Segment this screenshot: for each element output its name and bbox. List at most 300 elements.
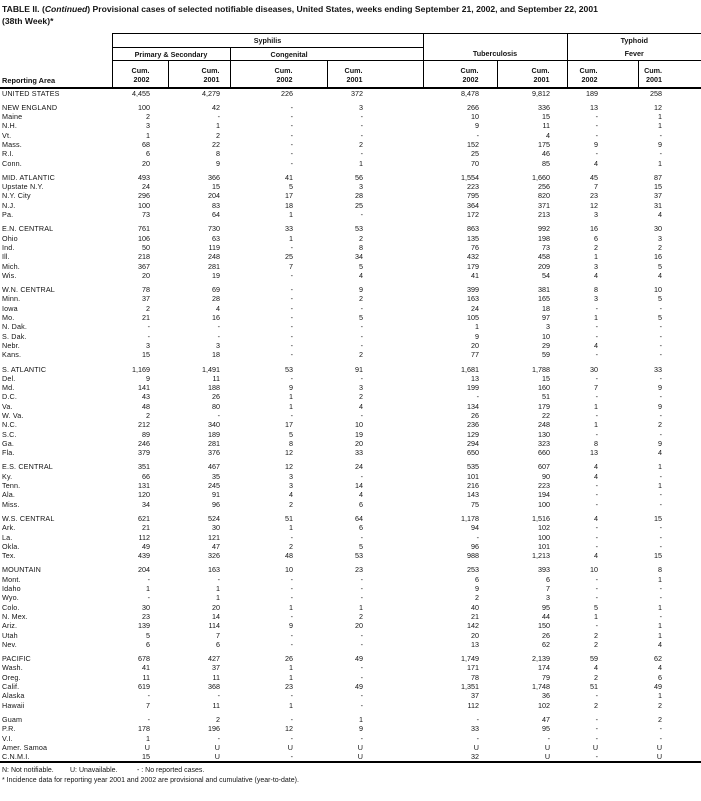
value-cell: 21 <box>142 523 150 533</box>
value-cell: U <box>214 752 220 762</box>
reporting-area-cell: W.S. CENTRAL <box>2 513 55 523</box>
value-cell: 30 <box>142 602 150 612</box>
table-row <box>0 565 701 574</box>
value-cell: 20 <box>471 340 479 350</box>
value-cell: - <box>147 714 150 724</box>
value-cell: 199 <box>467 383 479 393</box>
value-cell: - <box>547 733 551 743</box>
value-cell: 32 <box>471 752 479 762</box>
value-cell: 366 <box>208 172 220 182</box>
value-cell: 142 <box>467 621 479 631</box>
value-cell: - <box>659 322 663 332</box>
value-cell: 4 <box>359 270 363 280</box>
value-cell: 42 <box>212 102 220 112</box>
value-cell: 196 <box>208 724 220 734</box>
value-cell: 6 <box>546 574 551 584</box>
table-row <box>0 210 701 219</box>
value-cell: 41 <box>471 270 479 280</box>
table-row <box>0 575 701 584</box>
value-cell: - <box>217 112 220 122</box>
reporting-area-cell: Vt. <box>2 130 12 140</box>
value-cell: 134 <box>467 401 479 411</box>
value-cell: 1 <box>594 611 599 621</box>
value-cell: 90 <box>542 471 551 481</box>
value-cell: 9 <box>594 139 599 149</box>
reporting-area-header: Reporting Area <box>0 34 112 88</box>
value-cell: 13 <box>590 102 599 112</box>
value-cell: 5 <box>658 261 663 271</box>
value-cell: 266 <box>467 102 479 112</box>
notifiable-diseases-table <box>0 33 701 763</box>
reporting-area-cell: Mo. <box>2 313 15 323</box>
table-row <box>0 88 701 98</box>
value-cell: - <box>290 373 293 383</box>
value-cell: 15 <box>142 752 150 762</box>
value-cell: 1 <box>289 672 293 682</box>
value-cell: 194 <box>538 490 551 500</box>
value-cell: 30 <box>212 523 220 533</box>
value-cell: 68 <box>142 139 150 149</box>
value-cell: 101 <box>467 471 479 481</box>
value-cell: 19 <box>355 429 363 439</box>
value-cell: 80 <box>212 401 220 411</box>
value-cell: 22 <box>212 139 220 149</box>
value-cell: 15 <box>542 373 551 383</box>
table-row <box>0 159 701 168</box>
value-cell: 33 <box>471 724 479 734</box>
reporting-area-cell: Nev. <box>2 639 17 649</box>
value-cell: - <box>595 733 599 743</box>
value-cell: 399 <box>467 285 479 295</box>
value-cell: - <box>476 714 479 724</box>
value-cell: 256 <box>538 182 551 192</box>
value-cell: - <box>659 532 663 542</box>
value-cell: 12 <box>654 102 663 112</box>
value-cell: 1 <box>216 593 220 603</box>
value-cell: - <box>360 584 363 594</box>
value-cell: 59 <box>542 350 551 360</box>
value-cell: - <box>290 752 293 762</box>
value-cell: 204 <box>138 565 150 575</box>
value-cell: 11 <box>212 373 220 383</box>
value-cell: 4 <box>658 663 663 673</box>
value-cell: 1 <box>658 121 663 131</box>
value-cell: - <box>595 331 599 341</box>
value-cell: 650 <box>467 448 479 458</box>
value-cell: 160 <box>538 383 551 393</box>
value-cell: 1,788 <box>532 364 551 374</box>
table-row <box>0 392 701 401</box>
value-cell: 35 <box>212 471 220 481</box>
value-cell: 78 <box>471 672 479 682</box>
reporting-area-cell: Pa. <box>2 210 14 220</box>
value-cell: - <box>659 724 663 734</box>
value-cell: 1,554 <box>461 172 479 182</box>
value-cell: 49 <box>355 682 363 692</box>
value-cell: 761 <box>138 224 150 234</box>
value-cell: - <box>659 541 663 551</box>
value-cell: - <box>595 392 599 402</box>
value-cell: 16 <box>654 252 663 262</box>
value-cell: - <box>217 322 220 332</box>
value-cell: - <box>360 532 363 542</box>
value-cell: 5 <box>146 630 150 640</box>
value-cell: - <box>595 112 599 122</box>
table-row <box>0 439 701 448</box>
value-cell: 439 <box>138 551 150 561</box>
value-cell: 1 <box>289 663 293 673</box>
value-cell: 28 <box>355 191 363 201</box>
reporting-area-cell: Iowa <box>2 303 18 313</box>
value-cell: - <box>595 481 599 491</box>
value-cell: 7 <box>146 700 150 710</box>
value-cell: 3 <box>546 593 551 603</box>
value-cell: 11 <box>542 121 551 131</box>
value-cell: 15 <box>654 182 663 192</box>
col-header-typhoid-cum-2002: Cum. 2002 <box>567 61 638 88</box>
value-cell: 9 <box>475 121 479 131</box>
value-cell: 535 <box>467 462 479 472</box>
value-cell: - <box>290 593 293 603</box>
value-cell: - <box>595 593 599 603</box>
value-cell: 5 <box>658 313 663 323</box>
value-cell: 2 <box>475 593 479 603</box>
value-cell: 37 <box>142 294 150 304</box>
value-cell: 2 <box>359 392 363 402</box>
value-cell: 1,213 <box>532 551 551 561</box>
value-cell: 2 <box>146 112 150 122</box>
value-cell: 294 <box>467 438 479 448</box>
value-cell: 6 <box>146 149 150 159</box>
value-cell: 1,749 <box>461 654 479 664</box>
value-cell: 175 <box>538 139 551 149</box>
table-row <box>0 584 701 593</box>
value-cell: 51 <box>542 392 551 402</box>
table-row <box>0 593 701 602</box>
value-cell: 379 <box>138 448 150 458</box>
value-cell: 216 <box>467 481 479 491</box>
col-header-cong-cum-2002: Cum. 2002 <box>230 61 327 88</box>
value-cell: 165 <box>538 294 551 304</box>
reporting-area-cell: Upstate N.Y. <box>2 182 44 192</box>
value-cell: 48 <box>142 401 150 411</box>
value-cell: - <box>595 523 599 533</box>
value-cell: 178 <box>138 724 150 734</box>
reporting-area-cell: N. Dak. <box>2 322 28 332</box>
footnote-symbols <box>2 766 701 776</box>
value-cell: 20 <box>355 621 363 631</box>
value-cell: 53 <box>355 551 363 561</box>
value-cell: 179 <box>467 261 479 271</box>
value-cell: 4,455 <box>132 88 150 98</box>
value-cell: 150 <box>538 621 551 631</box>
value-cell: 1,681 <box>461 364 479 374</box>
value-cell: 23 <box>355 565 363 575</box>
value-cell: 2 <box>146 303 150 313</box>
reporting-area-cell: N. Mex. <box>2 611 28 621</box>
value-cell: 493 <box>138 172 150 182</box>
value-cell: 4,279 <box>202 88 220 98</box>
value-cell: 46 <box>542 149 551 159</box>
value-cell: 2 <box>594 630 599 640</box>
value-cell: 1 <box>594 420 599 430</box>
value-cell: - <box>290 158 293 168</box>
footnotes <box>2 766 701 785</box>
value-cell: - <box>290 313 293 323</box>
value-cell: 37 <box>212 663 220 673</box>
value-cell: 18 <box>212 350 220 360</box>
value-cell: 4 <box>594 663 599 673</box>
table-row <box>0 490 701 499</box>
value-cell: 34 <box>355 252 363 262</box>
reporting-area-cell: Guam <box>2 714 23 724</box>
value-cell: 25 <box>471 149 479 159</box>
value-cell: - <box>147 322 150 332</box>
value-cell: U <box>287 742 293 752</box>
value-cell: 37 <box>654 191 663 201</box>
table-row <box>0 448 701 457</box>
table-body <box>0 88 701 764</box>
reporting-area-cell: Tenn. <box>2 481 21 491</box>
table-row <box>0 752 701 762</box>
value-cell: 2 <box>359 350 363 360</box>
value-cell: - <box>595 303 599 313</box>
value-cell: 4 <box>594 158 599 168</box>
reporting-area-cell: La. <box>2 532 13 542</box>
table-row <box>0 149 701 158</box>
value-cell: 106 <box>138 233 150 243</box>
value-cell: - <box>290 294 293 304</box>
value-cell: 7 <box>216 630 220 640</box>
value-cell: 40 <box>471 602 479 612</box>
value-cell: 253 <box>467 565 479 575</box>
value-cell: 5 <box>289 429 293 439</box>
value-cell: - <box>360 471 363 481</box>
value-cell: 9 <box>658 401 663 411</box>
value-cell: 226 <box>281 88 293 98</box>
value-cell: 89 <box>142 429 150 439</box>
value-cell: 246 <box>138 438 150 448</box>
value-cell: 15 <box>212 182 220 192</box>
value-cell: 2,139 <box>532 654 551 664</box>
value-cell: 7 <box>594 383 599 393</box>
value-cell: 2 <box>594 639 599 649</box>
value-cell: 1 <box>146 584 150 594</box>
value-cell: - <box>290 285 293 295</box>
value-cell: 1,748 <box>532 682 551 692</box>
table-row <box>0 621 701 630</box>
value-cell: 13 <box>471 373 479 383</box>
value-cell: 26 <box>542 630 551 640</box>
reporting-area-cell: Kans. <box>2 350 22 360</box>
value-cell: 4 <box>594 340 599 350</box>
value-cell: 4 <box>658 270 663 280</box>
value-cell: 6 <box>359 499 363 509</box>
value-cell: 15 <box>654 551 663 561</box>
value-cell: - <box>360 700 363 710</box>
value-cell: 1 <box>146 130 150 140</box>
value-cell: - <box>595 691 599 701</box>
value-cell: - <box>290 322 293 332</box>
value-cell: - <box>360 121 363 131</box>
value-cell: 12 <box>285 448 293 458</box>
table-row <box>0 182 701 191</box>
value-cell: 1 <box>658 158 663 168</box>
reporting-area-cell: Ill. <box>2 252 10 262</box>
value-cell: 66 <box>142 471 150 481</box>
value-cell: 213 <box>538 210 551 220</box>
table-row <box>0 121 701 130</box>
value-cell: 3 <box>146 121 150 131</box>
syphilis-group-header: Syphilis <box>112 34 423 48</box>
value-cell: 20 <box>355 438 363 448</box>
value-cell: 12 <box>285 462 293 472</box>
table-row <box>0 640 701 649</box>
document-page <box>0 4 701 801</box>
table-row <box>0 673 701 682</box>
value-cell: 120 <box>138 490 150 500</box>
reporting-area-cell: W. Va. <box>2 411 24 420</box>
value-cell: 1 <box>216 121 220 131</box>
value-cell: - <box>595 532 599 542</box>
value-cell: 130 <box>538 429 551 439</box>
value-cell: 95 <box>542 724 551 734</box>
value-cell: 2 <box>216 714 220 724</box>
value-cell: 9 <box>658 438 663 448</box>
value-cell: 34 <box>142 499 150 509</box>
value-cell: 18 <box>542 303 551 313</box>
value-cell: 11 <box>142 672 150 682</box>
reporting-area-cell: Ky. <box>2 471 13 481</box>
value-cell: - <box>595 574 599 584</box>
table-row <box>0 140 701 149</box>
value-cell: 1,516 <box>532 513 551 523</box>
value-cell: 2 <box>359 611 363 621</box>
value-cell: 3 <box>658 233 663 243</box>
value-cell: 367 <box>138 261 150 271</box>
value-cell: 4 <box>359 401 363 411</box>
value-cell: U <box>357 752 363 762</box>
value-cell: - <box>147 574 150 584</box>
value-cell: U <box>473 742 479 752</box>
table-row <box>0 542 701 551</box>
value-cell: 11 <box>212 672 220 682</box>
table-row <box>0 724 701 733</box>
reporting-area-cell: Amer. Samoa <box>2 742 48 752</box>
value-cell: 8 <box>359 242 363 252</box>
value-cell: - <box>595 490 599 500</box>
table-row <box>0 234 701 243</box>
reporting-area-cell: Tex. <box>2 551 16 561</box>
value-cell: 29 <box>542 340 551 350</box>
value-cell: 371 <box>538 200 551 210</box>
value-cell: 372 <box>351 88 363 98</box>
table-row <box>0 191 701 200</box>
table-title <box>2 4 698 27</box>
value-cell: 9 <box>475 331 479 341</box>
value-cell: 28 <box>212 294 220 304</box>
value-cell: - <box>595 621 599 631</box>
value-cell: 112 <box>138 532 150 542</box>
value-cell: 3 <box>216 340 220 350</box>
reporting-area-cell: Ind. <box>2 242 15 252</box>
value-cell: - <box>595 541 599 551</box>
value-cell: 5 <box>359 261 363 271</box>
value-cell: 56 <box>355 172 363 182</box>
value-cell: - <box>290 130 293 140</box>
value-cell: 9 <box>289 621 293 631</box>
reporting-area-cell: Del. <box>2 373 16 383</box>
value-cell: 7 <box>594 182 599 192</box>
value-cell: 43 <box>142 392 150 402</box>
value-cell: - <box>595 322 599 332</box>
table-row <box>0 551 701 560</box>
value-cell: - <box>290 411 293 420</box>
value-cell: 1 <box>658 630 663 640</box>
reporting-area-cell: E.N. CENTRAL <box>2 224 54 234</box>
value-cell: 4 <box>546 130 551 140</box>
value-cell: - <box>360 303 363 313</box>
value-cell: 12 <box>590 200 599 210</box>
table-row <box>0 743 701 752</box>
table-row <box>0 411 701 420</box>
value-cell: 69 <box>212 285 220 295</box>
value-cell: 20 <box>142 270 150 280</box>
value-cell: - <box>290 121 293 131</box>
value-cell: 87 <box>654 172 663 182</box>
value-cell: - <box>360 340 363 350</box>
value-cell: - <box>147 593 150 603</box>
value-cell: - <box>595 429 599 439</box>
value-cell: 9 <box>475 584 479 594</box>
value-cell: - <box>659 130 663 140</box>
value-cell: - <box>659 429 663 439</box>
value-cell: - <box>360 149 363 159</box>
footnote-not-notifiable: N: Not notifiable. <box>2 767 54 775</box>
value-cell: 10 <box>590 565 599 575</box>
value-cell: - <box>290 630 293 640</box>
value-cell: 4 <box>359 490 363 500</box>
value-cell: - <box>147 691 150 701</box>
value-cell: 62 <box>654 654 663 664</box>
value-cell: 1 <box>289 602 293 612</box>
value-cell: - <box>659 611 663 621</box>
value-cell: 1,660 <box>532 172 551 182</box>
value-cell: 37 <box>471 691 479 701</box>
value-cell: 100 <box>538 532 551 542</box>
value-cell: 53 <box>355 224 363 234</box>
table-row <box>0 420 701 429</box>
value-cell: - <box>595 350 599 360</box>
reporting-area-cell: Nebr. <box>2 340 20 350</box>
value-cell: - <box>290 574 293 584</box>
value-cell: 21 <box>471 611 479 621</box>
value-cell: 1,351 <box>461 682 479 692</box>
value-cell: 188 <box>208 383 220 393</box>
value-cell: 8 <box>658 565 663 575</box>
value-cell: 163 <box>208 565 220 575</box>
value-cell: 9 <box>359 724 363 734</box>
value-cell: 458 <box>538 252 551 262</box>
value-cell: U <box>144 742 150 752</box>
reporting-area-cell: PACIFIC <box>2 654 31 664</box>
table-row <box>0 383 701 392</box>
value-cell: 218 <box>138 252 150 262</box>
value-cell: - <box>217 331 220 341</box>
value-cell: 6 <box>475 574 479 584</box>
value-cell: 8 <box>594 438 599 448</box>
table-row <box>0 691 701 700</box>
